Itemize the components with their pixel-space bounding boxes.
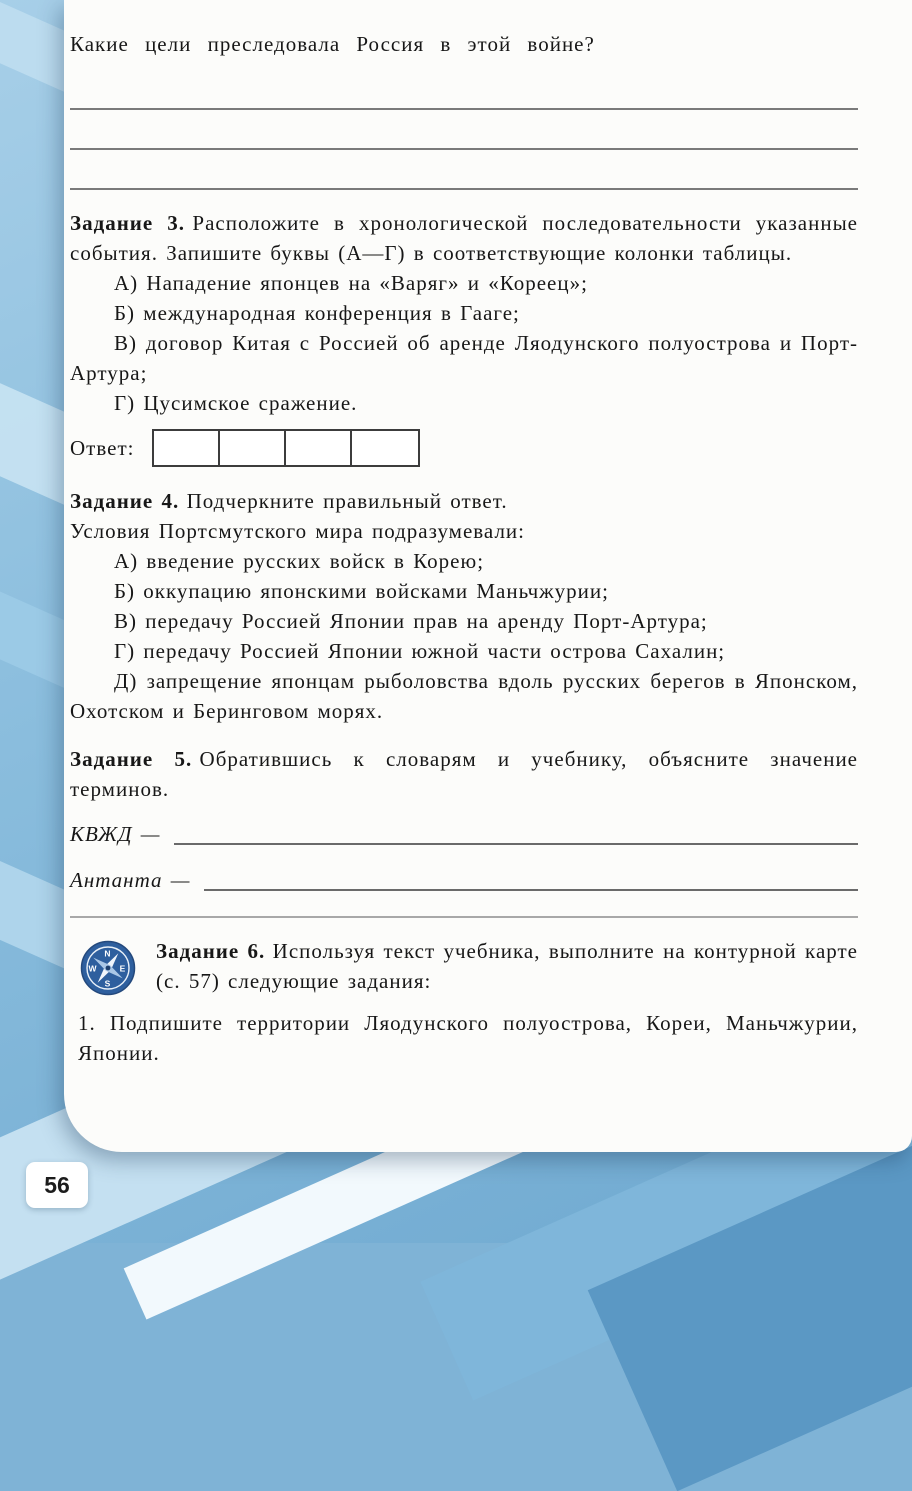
task3-option-v: В) договор Китая с Россией об аренде Ляодунского полуострова и Порт-Артура; — [70, 331, 858, 385]
answer-writing-line-2[interactable] — [70, 110, 858, 150]
answer-cell-1[interactable] — [154, 431, 220, 465]
task5-text: Обратившись к словарям и учебнику, объясните значение терминов. — [70, 747, 858, 801]
page-number: 56 — [44, 1171, 70, 1198]
task3-label: Задание 3. — [70, 211, 186, 235]
answer-lines-block — [70, 70, 858, 190]
compass-icon — [80, 940, 136, 996]
task6-item-1: 1. Подпишите территории Ляодунского полуострова, Кореи, Маньчжурии, Японии. — [78, 1011, 858, 1065]
task3-options — [70, 268, 858, 418]
term-row-kvzhd — [70, 818, 858, 850]
task5-statement — [70, 744, 858, 804]
compass-letter-n: N — [104, 948, 112, 959]
task4-text: Подчеркните правильный ответ. — [186, 489, 508, 513]
task4-option-g: Г) передачу Россией Японии южной части острова Сахалин; — [114, 639, 726, 663]
task4-option-v: В) передачу Россией Японии прав на аренду Порт-Артура; — [114, 609, 708, 633]
term-antanta-writing-line[interactable] — [204, 889, 858, 891]
task3-answer-row — [70, 428, 858, 468]
task6-block — [70, 936, 858, 996]
task3-statement — [70, 208, 858, 268]
answer-cell-2[interactable] — [220, 431, 286, 465]
page-number-badge — [26, 1162, 88, 1208]
task6-text: Используя текст учебника, выполните на контурной карте (с. 57) следующие задания: — [156, 939, 858, 993]
task4-options — [70, 546, 858, 726]
task4-subtitle: Условия Портсмутского мира подразумевали: — [70, 519, 525, 543]
answer-writing-line-3[interactable] — [70, 150, 858, 190]
task3-text: Расположите в хронологической последовательности указанные события. Запишите буквы (А—Г) в соответствующие колонки таблицы. — [70, 211, 858, 265]
answer-cell-3[interactable] — [286, 431, 352, 465]
task4-option-d: Д) запрещение японцам рыболовства вдоль русских берегов в Японском, Охотском и Беринговом морях. — [70, 669, 858, 723]
workbook-page — [64, 0, 912, 1152]
answer-cell-4[interactable] — [352, 431, 418, 465]
task4-statement — [70, 486, 858, 516]
task3-option-a: А) Нападение японцев на «Варяг» и «Кореец»; — [114, 271, 588, 295]
term-kvzhd: КВЖД — — [70, 822, 161, 846]
task6-statement — [156, 936, 858, 996]
task3-option-b: Б) международная конференция в Гааге; — [114, 301, 520, 325]
compass-letter-w: W — [88, 963, 98, 974]
answer-writing-line-1[interactable] — [70, 70, 858, 110]
task4-label: Задание 4. — [70, 489, 180, 513]
compass-letter-e: E — [119, 963, 127, 974]
term-kvzhd-writing-line[interactable] — [174, 843, 858, 845]
task4-option-a: А) введение русских войск в Корею; — [114, 549, 485, 573]
compass-letter-s: S — [104, 978, 112, 989]
task4-option-b: Б) оккупацию японскими войсками Маньчжурии; — [114, 579, 609, 603]
task5-label: Задание 5. — [70, 747, 193, 771]
task6-label: Задание 6. — [156, 939, 266, 963]
task3-answer-label: Ответ: — [70, 436, 135, 460]
intro-question: Какие цели преследовала Россия в этой войне? — [70, 32, 595, 56]
term-row-antanta — [70, 864, 858, 896]
term-antanta: Антанта — — [70, 868, 191, 892]
task3-answer-table — [152, 429, 420, 467]
task3-option-g: Г) Цусимское сражение. — [114, 391, 358, 415]
section-divider — [70, 916, 858, 918]
